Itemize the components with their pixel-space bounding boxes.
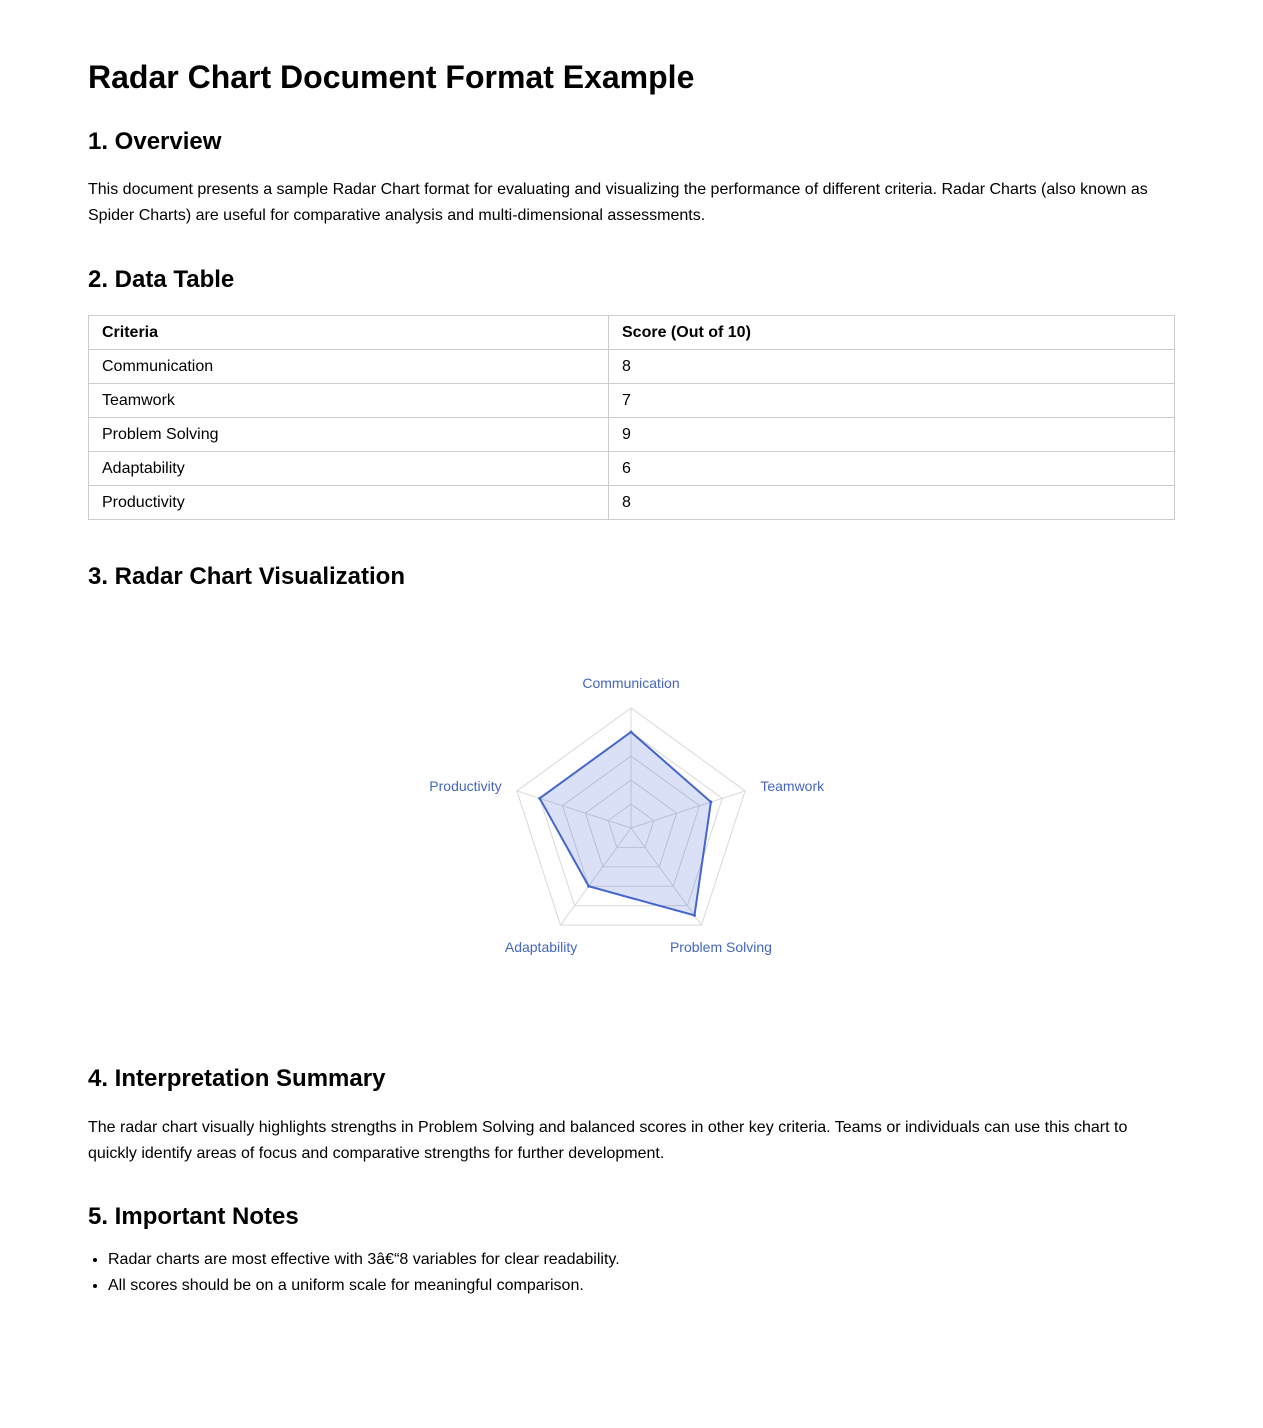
radar-axis-label: Productivity bbox=[429, 777, 502, 794]
radar-axis-label: Adaptability bbox=[504, 939, 578, 956]
table-cell-criteria: Communication bbox=[89, 350, 609, 384]
overview-text: This document presents a sample Radar Chart format for evaluating and visualizing the performance of different criteria. Radar Charts (also known as Spider Charts) are useful for comparative analysis and multi-dimensional assessments. bbox=[88, 181, 1148, 224]
table-cell-criteria: Teamwork bbox=[89, 384, 609, 418]
table-row bbox=[89, 384, 1175, 418]
interpretation-heading: 4. Interpretation Summary bbox=[88, 1065, 386, 1092]
table-row bbox=[89, 486, 1175, 520]
radar-data-point bbox=[630, 731, 633, 734]
radar-chart bbox=[88, 620, 1175, 1020]
page-title: Radar Chart Document Format Example bbox=[88, 59, 695, 95]
table-cell-score: 9 bbox=[609, 418, 1175, 452]
overview-heading: 1. Overview bbox=[88, 128, 222, 155]
table-cell-score: 6 bbox=[609, 452, 1175, 486]
data-table bbox=[88, 315, 1175, 520]
table-cell-criteria: Productivity bbox=[89, 486, 609, 520]
radar-chart-svg bbox=[88, 620, 1175, 1020]
table-header-row bbox=[89, 316, 1175, 350]
radar-data-point bbox=[538, 797, 541, 800]
radar-axis-label: Communication bbox=[582, 674, 680, 691]
table-cell-score: 8 bbox=[609, 350, 1175, 384]
table-row bbox=[89, 350, 1175, 384]
radar-data-point bbox=[587, 885, 590, 888]
table-header-score: Score (Out of 10) bbox=[609, 316, 1175, 350]
table-row bbox=[89, 452, 1175, 486]
table-row bbox=[89, 418, 1175, 452]
radar-axis-label: Problem Solving bbox=[669, 939, 772, 956]
list-item: • Radar charts are most effective with 3â€“8 variables for clear readability. bbox=[108, 1247, 620, 1273]
notes-heading: 5. Important Notes bbox=[88, 1203, 299, 1230]
notes-list bbox=[88, 1247, 620, 1299]
table-cell-score: 7 bbox=[609, 384, 1175, 418]
table-cell-criteria: Adaptability bbox=[89, 452, 609, 486]
data-table-heading: 2. Data Table bbox=[88, 266, 235, 293]
radar-data-point bbox=[693, 914, 696, 917]
visualization-heading: 3. Radar Chart Visualization bbox=[88, 563, 405, 590]
radar-series-area bbox=[540, 732, 711, 915]
interpretation-text: The radar chart visually highlights strengths in Problem Solving and balanced scores in other key criteria. Teams or individuals can use this chart to quickly identify areas of focus and comparative strengths for further development. bbox=[88, 1119, 1128, 1162]
radar-axis-label: Teamwork bbox=[760, 777, 825, 794]
radar-data-point bbox=[709, 801, 712, 804]
table-cell-score: 8 bbox=[609, 486, 1175, 520]
list-item: • All scores should be on a uniform scale for meaningful comparison. bbox=[108, 1273, 620, 1299]
table-cell-criteria: Problem Solving bbox=[89, 418, 609, 452]
table-header-criteria: Criteria bbox=[89, 316, 609, 350]
